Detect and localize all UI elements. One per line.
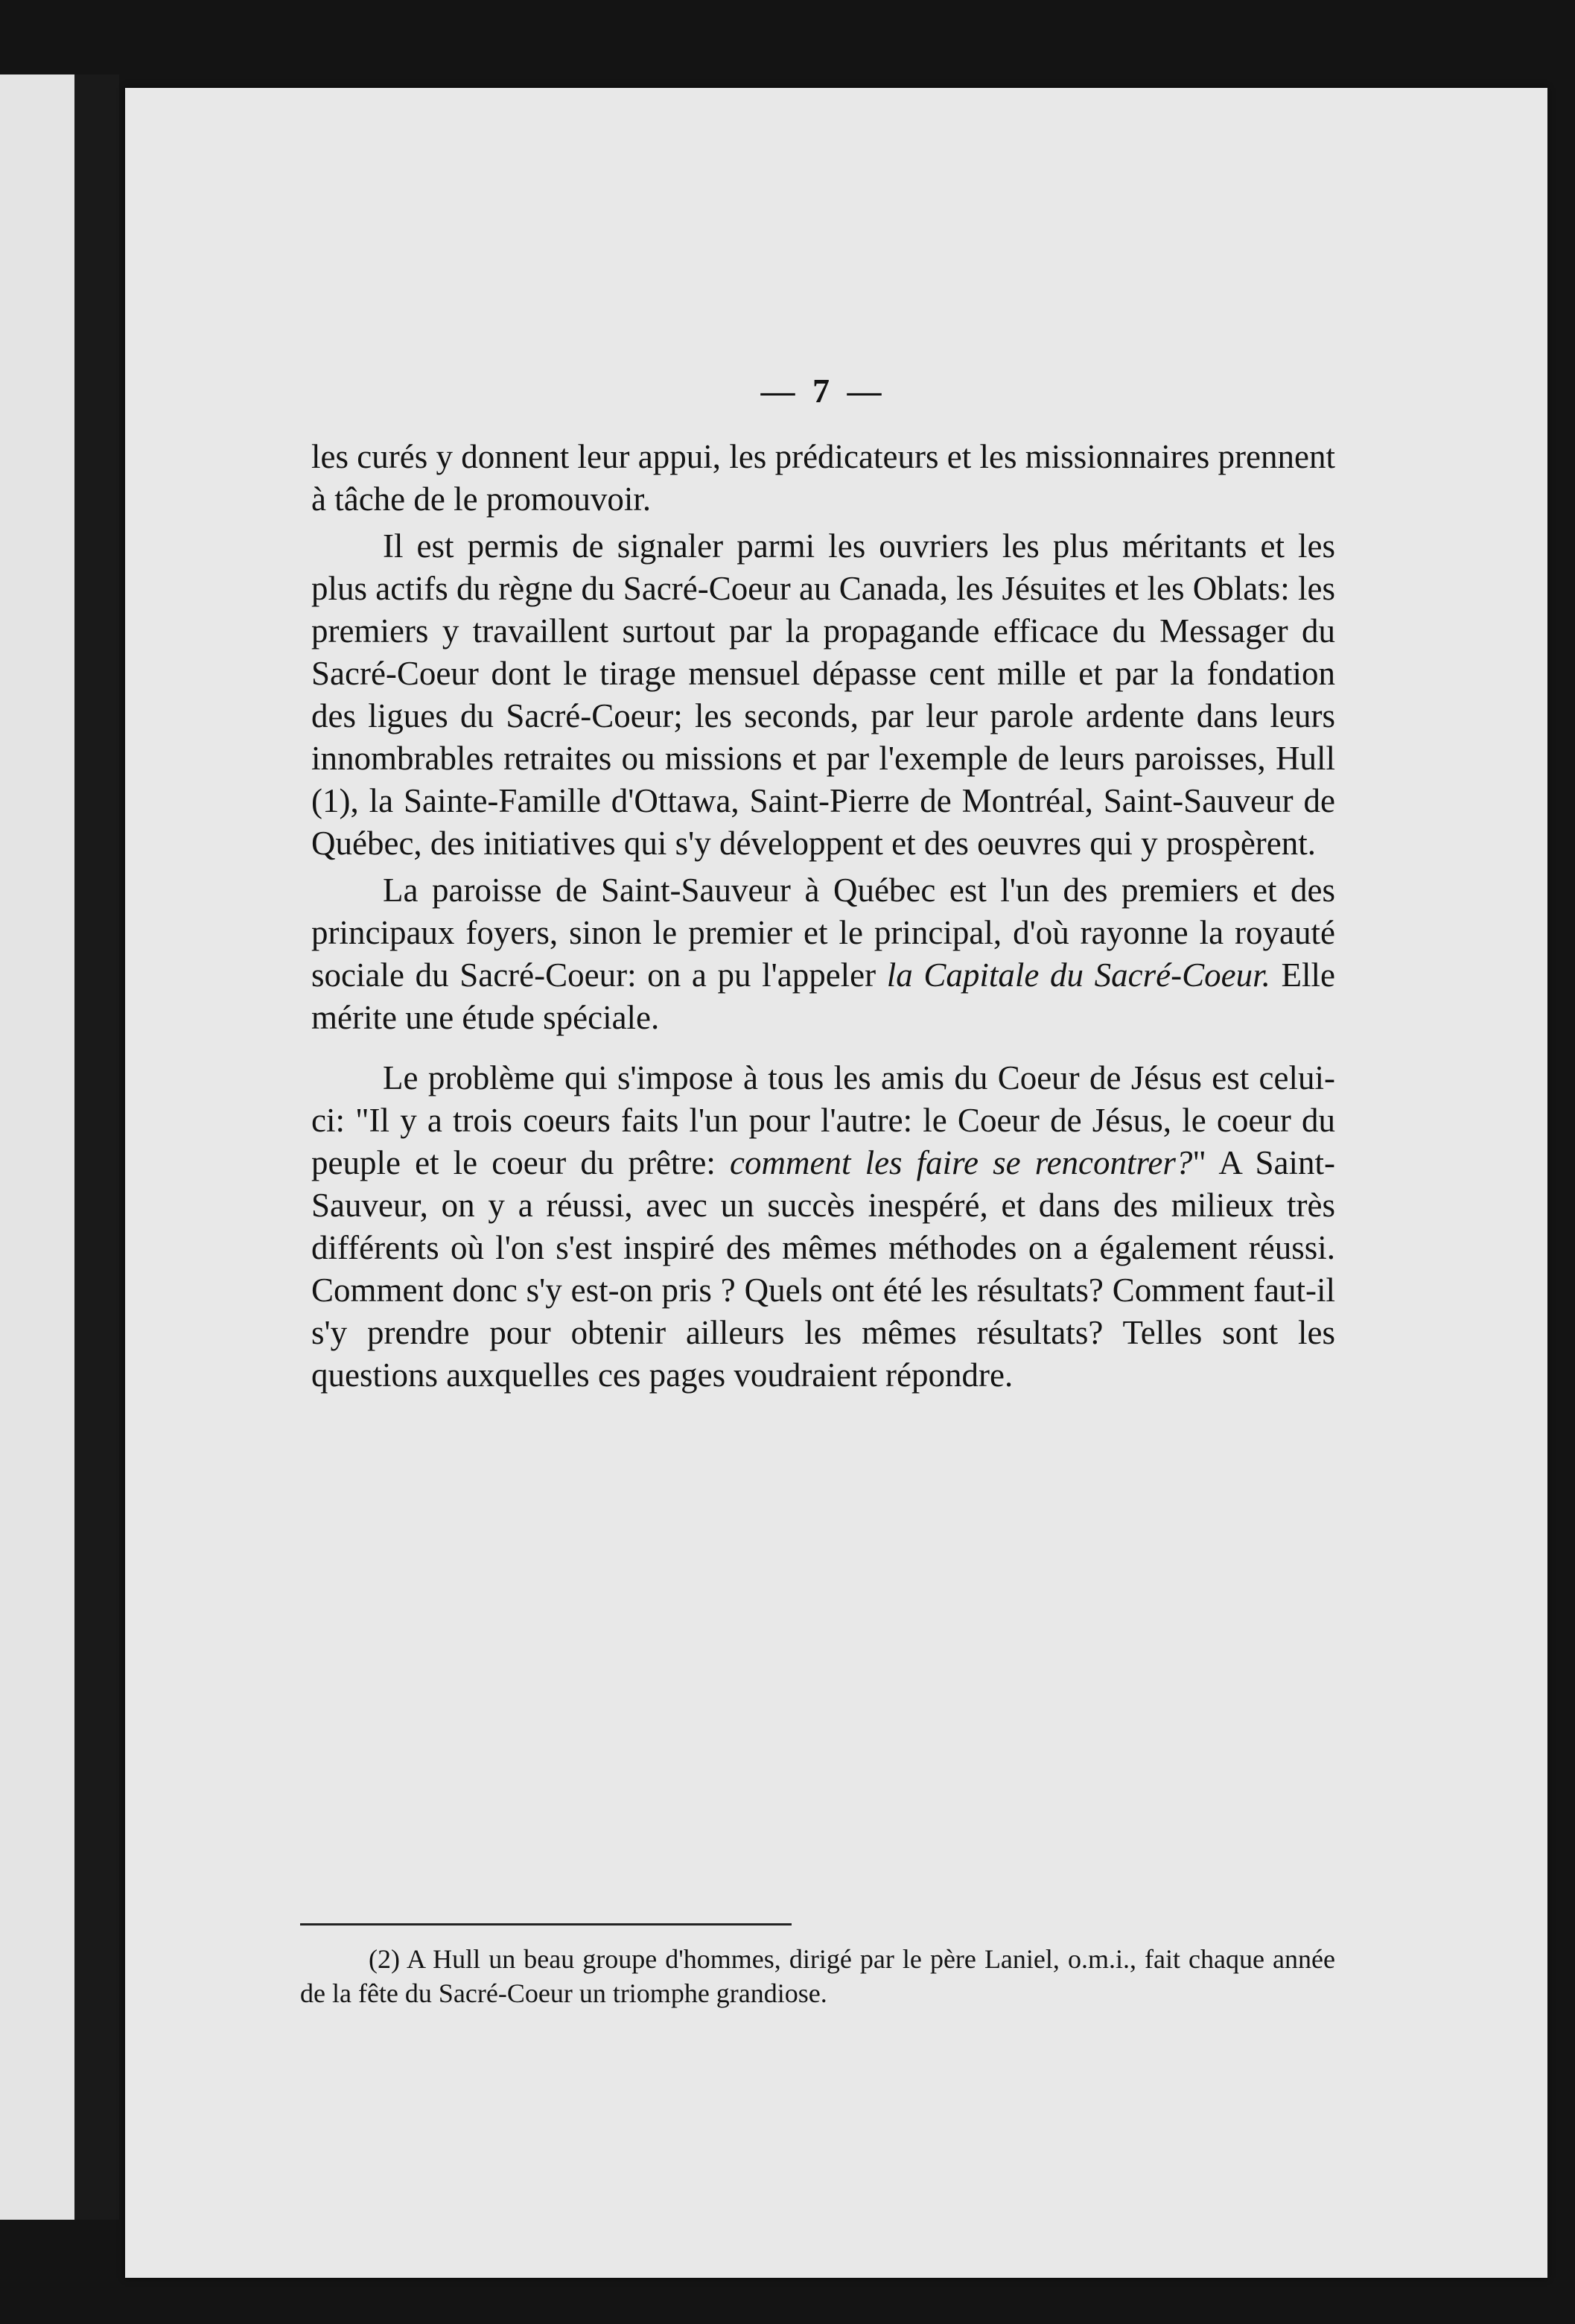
left-page-edge <box>0 74 76 2220</box>
footnote-area <box>300 1923 1335 2010</box>
paragraph-4-text: Le problème qui s'impose à tous les amis du Coeur de Jésus est celui-ci: "Il y a trois coeurs faits l'un pour l'autre: le Coeur de Jésus, le coeur du peuple et le coeur du prêtre: <box>311 1059 1335 1181</box>
paragraph-3-text-end: Elle mérite une étude spéciale. <box>311 956 1335 1036</box>
paragraph-3-text: La paroisse de Saint-Sauveur à Québec est l'un des premiers et des principaux foyers, sinon le premier et le principal, d'où rayonne la royauté sociale du Sacré-Coeur: on a pu l'appeler <box>311 872 1335 994</box>
footnote-rule <box>300 1923 792 1925</box>
footnote: (2) A Hull un beau groupe d'hommes, dirigé par le père Laniel, o.m.i., fait chaque année de la fête du Sacré-Coeur un triomphe grandiose. <box>300 1944 1335 2008</box>
paragraph-1: les curés y donnent leur appui, les prédicateurs et les missionnaires prennent à tâche de le promouvoir. <box>311 438 1335 518</box>
paragraph-4 <box>311 1057 1335 1397</box>
paragraph-2: Il est permis de signaler parmi les ouvriers les plus méritants et les plus actifs du règne du Sacré-Coeur au Canada, les Jésuites et les Oblats: les premiers y travaillent surtout par la propagande efficace du Messager du Sacré-Coeur dont le tirage mensuel dépasse cent mille et par la fondation des ligues du Sacré-Coeur; les seconds, par leur parole ardente dans leurs innombrables retraites ou missions et par l'exemple de leurs paroisses, Hull (1), la Sainte-Famille d'Ottawa, Saint-Pierre de Montréal, Saint-Sauveur de Québec, des initiatives qui s'y développent et des oeuvres qui y prospèrent. <box>311 527 1335 862</box>
paragraph-3 <box>311 869 1335 1039</box>
paragraph-4-italic: comment les faire se rencontrer? <box>730 1144 1193 1181</box>
scanned-page <box>125 88 1547 2278</box>
paragraph-4-text-end: " A Saint-Sauveur, on y a réussi, avec un succès inespéré, et dans des milieux très différents où l'on s'est inspiré des mêmes méthodes on a également réussi. Comment donc s'y est-on pris ? Quels ont été les résultats? Comment faut-il s'y prendre pour obtenir ailleurs les mêmes résultats? Telles sont les questions auxquelles ces pages voudraient répondre. <box>311 1144 1335 1394</box>
paragraph-3-italic: la Capitale du Sacré-Coeur. <box>886 956 1270 994</box>
page-gutter <box>74 74 119 2220</box>
page-body <box>311 371 1335 1397</box>
page-number: — 7 — <box>760 372 886 410</box>
